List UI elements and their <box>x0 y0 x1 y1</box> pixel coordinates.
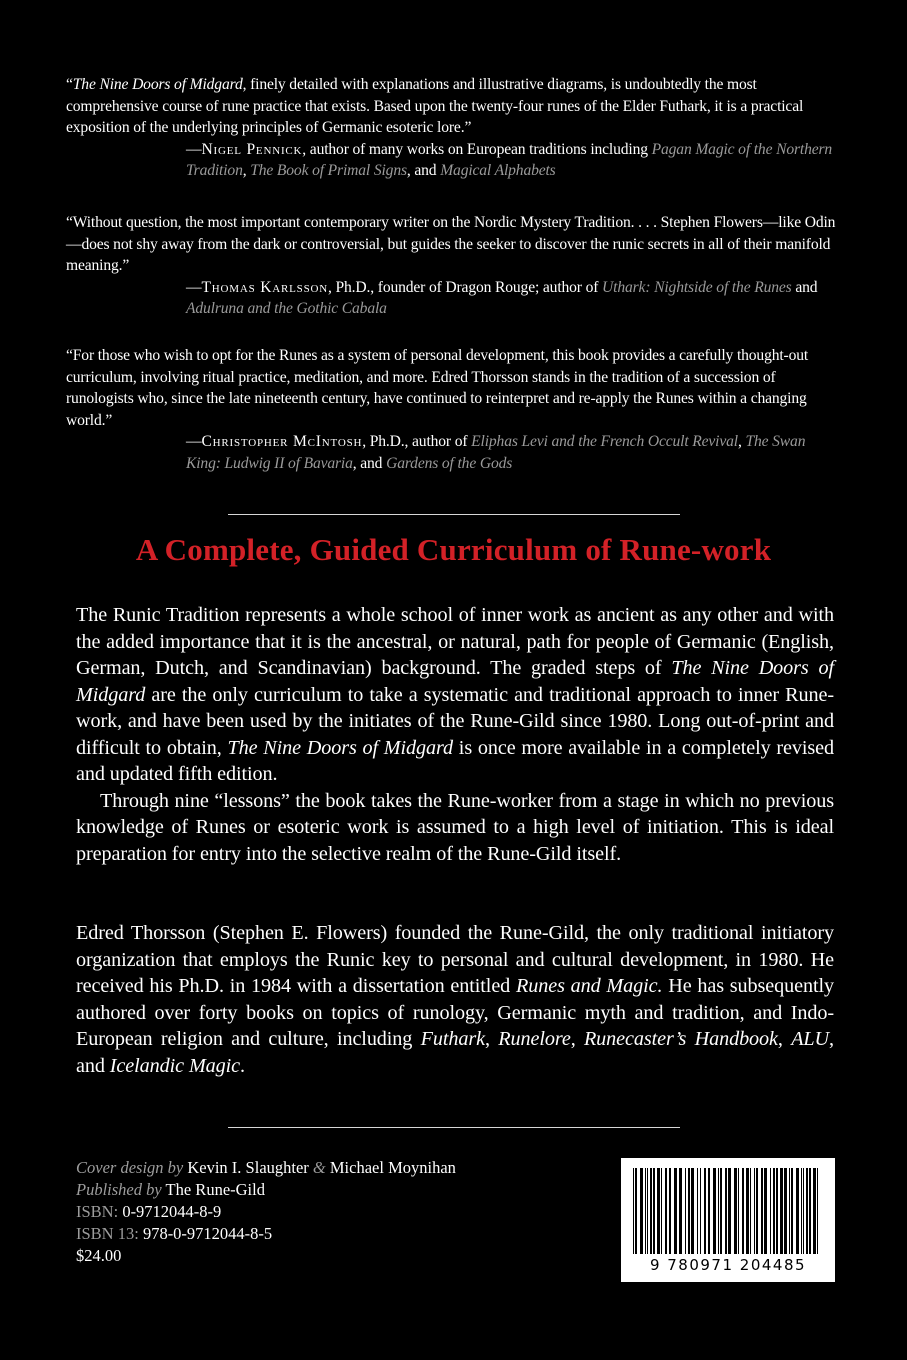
barcode-bar <box>780 1168 783 1254</box>
barcode-bar <box>784 1168 787 1254</box>
quote-text: “For those who wish to opt for the Runes as a system of personal development, this book provides a carefully thought-out curriculum, involving ritual practice, meditation, and more. Edred Thorsson stands in the tradition of a succession of runologists who, since the late nineteenth century, have continued to reinterpret and re-apply the Runes within a changing world.” <box>66 347 809 429</box>
barcode-bar <box>691 1168 694 1254</box>
cover-design-credit: Cover design by Kevin I. Slaughter & Michael Moynihan <box>76 1158 456 1177</box>
barcode-bar <box>801 1168 802 1254</box>
barcode-bar <box>657 1168 660 1254</box>
barcode-bar <box>734 1168 737 1254</box>
barcode-bar <box>633 1168 634 1254</box>
book-description <box>76 602 834 867</box>
review-quote-2 <box>66 212 836 320</box>
barcode-bar <box>713 1168 716 1254</box>
barcode-bar <box>746 1168 749 1254</box>
barcode-bar <box>669 1168 671 1254</box>
review-quote-3 <box>66 345 836 474</box>
quote-attribution: —Thomas Karlsson, Ph.D., founder of Dragon Rouge; author of Uthark: Nightside of the Runes and Adulruna and the Gothic Cabala <box>186 278 818 317</box>
barcode-bar <box>789 1168 790 1254</box>
barcode-bar <box>635 1168 637 1254</box>
barcode-bar <box>718 1168 719 1254</box>
book-title: The Nine Doors of Midgard <box>72 76 243 93</box>
barcode-bar <box>688 1168 690 1254</box>
publisher-credit: Published by The Rune-Gild <box>76 1180 265 1199</box>
barcode-bar <box>750 1168 751 1254</box>
barcode-bar <box>661 1168 662 1254</box>
isbn-13: ISBN 13: 978-0-9712044-8-5 <box>76 1224 273 1243</box>
review-quote-1 <box>66 74 836 182</box>
barcode-bar <box>817 1168 818 1254</box>
description-paragraph-1: The Runic Tradition represents a whole school of inner work as ancient as any other and with the added importance that it is the ancestral, or natural, path for people of Germanic (English, German, Dutch, and Scandinavian) background. The graded steps of The Nine Doors of Midgard are the only curriculum to take a systematic and traditional approach to inner Rune-work, and have been used by the initiates of the Rune-Gild since 1980. Long out-of-print and difficult to obtain, The Nine Doors of Midgard is once more available in a completely revised and updated fifth edition. <box>76 604 834 785</box>
barcode-bar <box>697 1168 698 1254</box>
barcode-bar <box>720 1168 722 1254</box>
barcode <box>621 1158 835 1282</box>
barcode-bar <box>813 1168 816 1254</box>
barcode-bar <box>764 1168 767 1254</box>
barcode-number: 9 780971 204485 <box>649 1256 807 1274</box>
barcode-bar <box>653 1168 655 1254</box>
barcode-bar <box>645 1168 646 1254</box>
barcode-bar <box>742 1168 744 1254</box>
barcode-bar <box>761 1168 763 1254</box>
barcode-bar <box>803 1168 804 1254</box>
barcode-bar <box>809 1168 811 1254</box>
bio-paragraph: Edred Thorsson (Stephen E. Flowers) founded the Rune-Gild, the only traditional initiatory organization that employs the Runic key to personal and cultural development, in 1980. He received his Ph.D. in 1984 with a dissertation entitled Runes and Magic. He has subsequently authored over forty books on topics of runology, Germanic myth and tradition, and Indo-European religion and culture, including Futhark, Runelore, Runecaster’s Handbook, ALU, and Icelandic Magic. <box>76 922 835 1077</box>
barcode-bar <box>770 1168 771 1254</box>
divider-top <box>228 514 680 515</box>
barcode-bar <box>674 1168 677 1254</box>
barcode-bar <box>728 1168 731 1254</box>
barcode-bars <box>631 1168 825 1254</box>
barcode-bar <box>708 1168 710 1254</box>
barcode-bar <box>700 1168 701 1254</box>
barcode-bar <box>647 1168 648 1254</box>
barcode-bar <box>640 1168 643 1254</box>
barcode-bar <box>754 1168 755 1254</box>
headline: A Complete, Guided Curriculum of Rune-work <box>135 532 772 567</box>
author-bio <box>76 920 834 1079</box>
barcode-bar <box>679 1168 682 1254</box>
credits <box>76 1157 456 1267</box>
barcode-bar <box>791 1168 793 1254</box>
price: $24.00 <box>76 1246 122 1265</box>
barcode-bar <box>650 1168 652 1254</box>
quote-author: Thomas Karlsson <box>201 278 328 296</box>
divider-bottom <box>228 1127 680 1128</box>
barcode-bar <box>776 1168 778 1254</box>
barcode-bar <box>738 1168 739 1254</box>
barcode-bar <box>756 1168 758 1254</box>
quote-author: Nigel Pennick <box>201 140 303 158</box>
barcode-bar <box>806 1168 808 1254</box>
barcode-bar <box>725 1168 727 1254</box>
barcode-bar <box>773 1168 775 1254</box>
barcode-bar <box>685 1168 686 1254</box>
barcode-bar <box>665 1168 667 1254</box>
isbn: ISBN: 0-9712044-8-9 <box>76 1202 222 1221</box>
quote-text: “Without question, the most important contemporary writer on the Nordic Mystery Tradition. . . . Stephen Flowers—like Odin—does not shy away from the dark or controversial, but guides the seeker to discover the runic secrets in all of their manifold meaning.” <box>66 214 836 274</box>
barcode-bar <box>704 1168 706 1254</box>
barcode-bar <box>796 1168 799 1254</box>
quote-author: Christopher McIntosh <box>201 433 363 450</box>
quote-attribution: —Christopher McIntosh, Ph.D., author of Eliphas Levi and the French Occult Revival, The Swan King: Ludwig II of Bavaria, and Gardens of the Gods <box>186 433 806 472</box>
description-paragraph-2: Through nine “lessons” the book takes the Rune-worker from a stage in which no previous knowledge of Runes or esoteric work is assumed to a high level of initiation. This is ideal preparation for entry into the selective realm of the Rune-Gild itself. <box>76 789 834 865</box>
quote-text: “The Nine Doors of Midgard, finely detailed with explanations and illustrative diagrams, is undoubtedly the most comprehensive course of rune practice that exists. Based upon the twenty-four runes of the Elder Futhark, it is a practical exposition of the underlying principles of Germanic esoteric lore.” <box>66 76 804 136</box>
quote-attribution: —Nigel Pennick, author of many works on European traditions including Pagan Magic of the Northern Tradition, The Book of Primal Signs, and Magical Alphabets <box>186 140 833 179</box>
